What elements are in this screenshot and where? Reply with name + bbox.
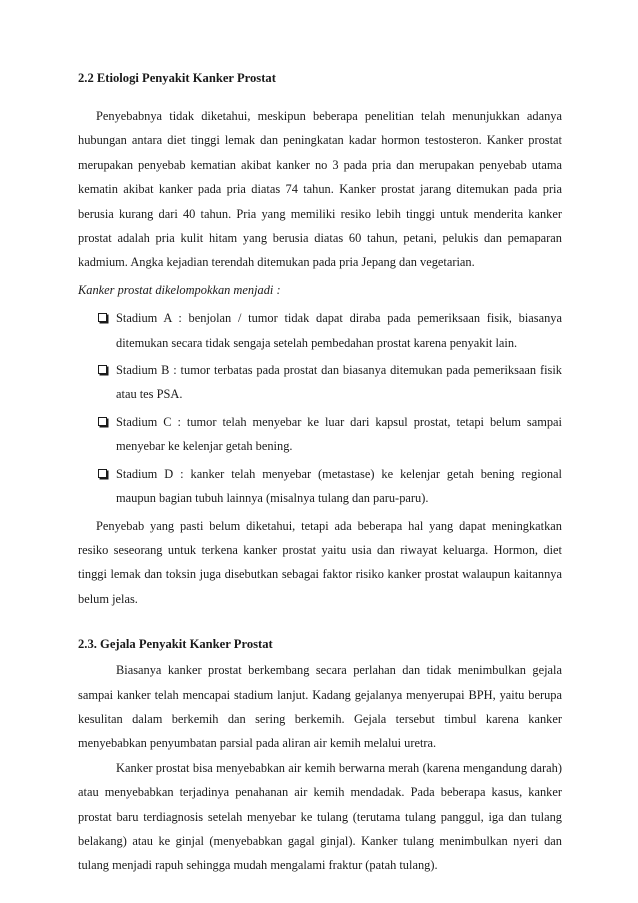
gejala-paragraph-1: Biasanya kanker prostat berkembang secara perlahan dan tidak menimbulkan gejala sampai kanker telah mencapai stadium lanjut. Kadang gejalanya menyerupai BPH, yaitu berupa kesulitan dalam berkemih dan sering berkemih. Gejala tersebut timbul karena kanker menyebabkan penyumbatan parsial pada aliran air kemih melalui uretra.: [78, 663, 562, 751]
checkbox-bullet-icon: [98, 365, 107, 374]
gejala-paragraph-2: Kanker prostat bisa menyebabkan air kemih berwarna merah (karena mengandung darah) atau menyebabkan terjadinya penahanan air kemih mendadak. Pada beberapa kasus, kanker prostat baru terdiagnosis setelah menyebar ke tulang (terutama tulang panggul, iga dan tulang belakang) atau ke ginjal (menyebabkan gagal ginjal). Kanker tulang menimbulkan nyeri dan tulang menjadi rapuh sehingga mudah mengalami fraktur (patah tulang).: [78, 760, 562, 873]
checkbox-bullet-icon: [98, 313, 107, 322]
stage-list: [78, 306, 562, 510]
etiologi-paragraph-1: Penyebabnya tidak diketahui, meskipun beberapa penelitian telah menunjukkan adanya hubungan antara diet tinggi lemak dan peningkatan kadar hormon testosteron. Kanker prostat merupakan penyebab kematian akibat kanker no 3 pada pria dan merupakan penyebab utama kematin akibat kanker pada pria diatas 74 tahun. Kanker prostat jarang ditemukan pada pria berusia kurang dari 40 tahun. Pria yang memiliki resiko lebih tinggi untuk menderita kanker prostat adalah pria kulit hitam yang berusia diatas 60 tahun, petani, pelukis dan pemaparan kadmium. Angka kejadian terendah ditemukan pada pria Jepang dan vegetarian.: [78, 109, 562, 270]
document-body: [78, 66, 562, 878]
list-item: [97, 410, 562, 459]
etiologi-paragraph-2: Penyebab yang pasti belum diketahui, tetapi ada beberapa hal yang dapat meningkatkan resiko seseorang untuk terkena kanker prostat yaitu usia dan riwayat keluarga. Hormon, diet tinggi lemak dan toksin juga disebutkan sebagai faktor risiko kanker prostat walaupun kaitannya belum jelas.: [78, 518, 562, 606]
checkbox-bullet-icon: [98, 469, 107, 478]
list-item: [97, 306, 562, 355]
list-item: [97, 358, 562, 407]
stage-c-text: Stadium C : tumor telah menyebar ke luar dari kapsul prostat, tetapi belum sampai menyebar ke kelenjar getah bening.: [116, 414, 562, 454]
stage-b-text: Stadium B : tumor terbatas pada prostat dan biasanya ditemukan pada pemeriksaan fisik atau tes PSA.: [116, 363, 562, 402]
section-heading-gejala: 2.3. Gejala Penyakit Kanker Prostat: [78, 637, 273, 652]
classification-intro: Kanker prostat dikelompokkan menjadi :: [78, 282, 281, 297]
stage-a-text: Stadium A : benjolan / tumor tidak dapat diraba pada pemeriksaan fisik, biasanya ditemukan secara tidak sengaja setelah pembedahan prostat karena penyakit lain.: [116, 311, 562, 350]
list-item: [97, 462, 562, 511]
stage-d-text: Stadium D : kanker telah menyebar (metastase) ke kelenjar getah bening regional maupun bagian tubuh lainnya (misalnya tulang dan paru-paru).: [116, 466, 562, 506]
section-heading-etiologi: 2.2 Etiologi Penyakit Kanker Prostat: [78, 71, 276, 85]
checkbox-bullet-icon: [98, 417, 107, 426]
